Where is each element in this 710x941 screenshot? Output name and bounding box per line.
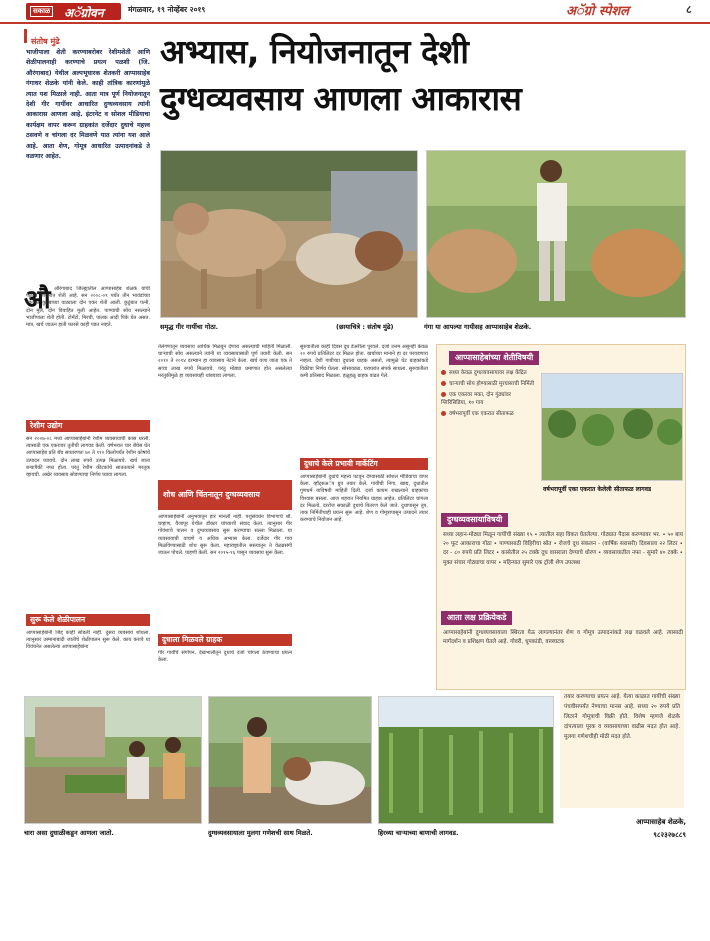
col1-para1: औरंगाबाद जिल्ह्यातील आप्पासाहेब शेळके यांची पळशी शिवारात शेती आहे. सन २००८-०९ पर्यंत तीन भावंडांच्या एकत्रित कुटुंबाच्या वाट्याला दोन एकर शेती आली. कुटुंबात पत्नी, दोन मुले, दोन विवाहित मुली आहेत. पाण्याची सोय नसल्याने भाजीपाला शेती होती. टोमॅटो, मिरची, पालक आदी पिके घेत असत. मात्र, खर्च जाऊन हाती फारसे काही पडत नव्हते. [26,286,150,329]
col3-para1: सुरुवातीला काही दिवस दूध डेअरीला पुरवले. दर्जा उत्तम असूनही केवळ २० रुपये प्रतिलिटर दर मिळत होता. खर्चाच्या मानाने हा दर परवडणारा नव्हता. देशी गायीच्या दुधाला ग्राहक असतो, त्यामुळे थेट ग्राहकांकडे विक्रीचा निर्णय घेतला. सोसायट्या, घराघरांत संपर्क साधला. सुरुवातीला कमी प्रतिसाद मिळाला. हळूहळू ग्राहक वाढत गेले. [300,344,428,379]
box1-item: एक एकरवर मका, दोन गुंठ्यांवर ग्लिरिसिडिया, १० गाय [441,392,511,406]
photo-fodder-carry [24,696,202,824]
photo-custard-apple [541,373,683,481]
page-number: ८ [686,3,692,16]
contact-name: आप्पासाहेब शेळके, [636,818,686,826]
photo-green-fodder [378,696,554,824]
intro-text: भाजीपाला शेती करण्याबरोबर रेशीमशेती आणि शेळीपालनाही करण्याचे प्रयत्न पळशी (जि. औरंगाबाद) येथील अल्पभूधारक शेतकरी आप्पासाहेब गंगाधर शेळके यांनी केले. काही तांत्रिक कारणांमुळे त्यात यश मिळाले नाही. आता मात्र पूर्ण नियोजनातून देशी गीर गायींवर आधारित दुग्धव्यवसाय त्यांनी आकारास आणला आहे. इंटरनेट व सोशल मीडियाचा कार्यक्षम वापर करून ग्राहकांत दर्जेदार दुधाचे महत्त्व ठसवणे व चांगला दर मिळवणे यात त्यांना यश आले आहे. आता शेण, गोमूत्र आधारित उत्पादनांकडे ते वळणार आहेत. [26,49,150,161]
header-bar [0,0,710,24]
box1-list [441,369,537,497]
brand-logo [26,3,121,20]
headline [160,30,700,140]
photo-fodder-carry-art [25,697,202,824]
caption-son-cow: दुग्धव्यवसायाला मुलगा गणेशची साथ मिळते. [208,829,313,837]
caption-cow-shed: समृद्ध गीर गायींचा गोठा. [160,323,219,331]
caption-custard-apple: वर्षभरापूर्वी एका एकरात केलेली सीताफळ लागवड [543,486,652,493]
col2-para2: आप्पासाहेबांनी अनुभवातून हार मानली नाही. पशुसंवर्धन विभागाचे श्री. चव्हाण, वैजापूर येथील डॉक्टर यांच्याशी संवाद केला. त्यानुसार गीर गोवंशाचे पालन व दुग्धव्यवसाय सुरू करण्याचा सल्ला मिळाला. या व्यवसायाची वाचणे व अधिक अभ्यास केला. दर्जेदार गीर गाय मिळविण्यासाठी शोध सुरू केला. महाराष्ट्रातील सस्त्यातून ते वेळप्रसंगी जाऊन पोचले. पाहणी केली. सन २०१५-१६ पासून व्यवसाय सुरू केला. [158,514,292,557]
caption-fodder-carry: चारा असा दुधाळीकडून आणला जातो. [24,829,114,837]
photo-cow-shed [160,150,418,318]
issue-date: मंगळवार, १९ नोव्हेंबर २०१९ [128,5,206,14]
info-box [436,344,686,690]
headline-line1: अभ्यास, नियोजनातून देशी [160,32,469,71]
box2-title: दुग्धव्यवसायाविषयी [441,513,508,527]
photo-green-fodder-art [379,697,554,824]
brand-right: अॅग्रोवन [64,6,104,20]
photo-farmer-cow [426,150,686,318]
box3-text: आप्पासाहेबांनी दुग्धव्यवसायाला स्थिरता येऊ लागल्यानंतर शेण व गोमूत्र उत्पादनांकडे लक्ष वळवले आहे. त्यासाठी मार्गदर्शन व प्रशिक्षण घेतले आहे. गोवरी, धूपकांडी, वस्त्रघटक [443,630,683,646]
box3-text2: तयार करण्याचा प्रयत्न आहे. येत्या काळात गायींची संख्या पंचवीसपर्यंत नेण्याचा मानस आहे. सध्या २० रुपये प्रति लिटरने गोमूत्राची विक्री होते. विशेष म्हणजे शेळके दांपत्याला पूरक व व्यवसायाच्या वाढीस मदत होत आहे. मुलगा गणेशचीही मोठी मदत होते. [560,690,684,808]
photo-credit: (छायाचित्रे : संतोष मुंढे) [336,323,394,331]
col2-para3: गीर गायींचे संगोपन, देखभालीतून दुधाचे दर्जा चांगला ठेवण्याचा प्रयत्न केला. [158,650,292,664]
photo-cow-shed-art [161,151,418,318]
col2-subhead-dairy: शोध आणि चिंतनातून दुग्धव्यवसाय [158,480,292,510]
photo-son-cow-art [209,697,372,824]
box1-title: आप्पासाहेबांच्या शेतीविषयी [449,351,539,365]
col1-para3: आप्पासाहेबांनी जिद्द काही सोडली नाही. दुसरा व्यवसाय शोधला. त्यानुसार उस्मानाबादी जातीचे शेळीपालन सुरू केले. काय करावे या विवंचनेत असलेल्या आप्पासाहेबांना [26,630,150,651]
caption-farmer-cow: गंगा या आपल्या गायीसह आप्पासाहेब शेळके. [424,323,532,331]
box3-title: आता लक्ष प्रक्रियेकडे [441,611,512,625]
box1-item: चाऱ्याची सोय होण्यासाठी मुरघासाची निर्मिती [441,380,537,388]
byline: संतोष मुंढे [24,29,150,43]
col1-subhead-silk: रेशीम उद्योग [26,420,150,432]
caption-green-fodder: हिरव्या चाऱ्याच्या बाणाची लागवड. [378,829,459,837]
box1-item: सध्या केवळ दुग्धव्यवसायावर लक्ष केंद्रित [441,369,537,377]
photo-farmer-cow-art [427,151,686,318]
photo-custard-apple-art [542,374,683,481]
col2-subhead-customers: दुधाला मिळवले ग्राहक [158,634,292,646]
contact [560,818,686,850]
contact-phone: ९८२३२७८८९ [653,831,686,839]
col3-para2: आप्पासाहेबांनी दुधाचे महत्त्व पटवून देण्यासाठी सोशल मीडियाचा वापर केला. व्हॉट्सअॅप ग्रुप तयार केले. गायीची निगा, खाद्य, दुधातील गुणधर्म याविषयी माहिती दिली. दर्जा कायम राखल्याने ग्राहकांचा विश्वास बसला. आज शहरात नियमित ग्राहक आहेत. प्रतिलिटर चांगला दर मिळतो. दररोज सकाळी दुधाचे वितरण केले जाते. दुधापासून तूप, ताक निर्मितीचाही प्रयत्न सुरू आहे. शेण व गोमूत्रापासून उत्पादने तयार करण्याचे नियोजन आहे. [300,474,428,524]
section-title: अॅग्रो स्पेशल [566,4,629,19]
box2-text: सध्या लहान-मोठ्या मिळून गायींची संख्या १५ • त्यातील सहा विकत घेतलेल्या. गोठ्यात पैदास करण्यावर भर. • ५० बाय २० फूट आकाराचा गोठा • पाण्यासाठी विहिरीचा स्रोत • रोजचे दूध संकलन - (वार्षिक सरासरी) दिवसाला २२ लिटर • दर - ८० रुपये प्रति लिटर • कासेतील २५ टक्के दूध वासराला देण्याचे धोरण • व्यवसायातील नफा - सुमारे ४० टक्के • मुक्त संचार गोठ्याचा वापर • महिन्यात सुमारे एक ट्रॉली शेण उपलब्ध [443,532,683,566]
col1-subhead-goat: सुरू केले शेळीपालन [26,614,150,626]
col3-subhead-marketing: दुधाचे केले प्रभावी मार्केटिंग [300,458,428,470]
section-tab [560,0,710,20]
drop-cap: औ [24,285,51,315]
col1-para2: सन २००७-०८ मध्ये आप्पासाहेबांनी रेशीम व्यवसायाची कास धरली. त्यासाठी एक एकरावर तुतीची लागवड केली. वर्षभरात चार बॅचेस घेत आप्पासाहेब प्रति बॅच साधारणतः ७० ते ११० किलोपर्यंत रेशीम कोषांचे उत्पादन घ्यायचे. दोन लाख रुपये उत्पन्न मिळायचे. खर्च जाता बऱ्यापैकी नफा होता. परंतु रेशीम कीटकांचे साततत्याने मरतूक व्हायची. अखेर व्यवसाय सोडण्याचा निर्णय घ्यावा लागला. [26,436,150,479]
headline-line2: दुग्धव्यवसाय आणला आकारास [160,79,522,118]
brand-left: सकाळ [30,6,53,17]
photo-son-cow [208,696,372,824]
box1-item: वर्षभरापूर्वी एक एकरात सीताफळ [441,410,537,418]
col2-para1: तेलंगणातून व्यवसाय आर्थिक मिळवून देणारा असल्याची माहिती मिळाली. चाऱ्याची सोय असल्याने त्यांनी या व्यवसायासाठी पूर्ण तयारी केली. सन २०१० ते २०१४ दरम्यान हा व्यवसाय नेटाने केला. खर्च वजा जाता एक ते सव्वा लाख रुपये मिळायचे. परंतु मोठ्या प्रमाणात होत असलेल्या मरतुकीमुळे हा व्यवसायही थांबवावा लागला. [158,344,292,379]
